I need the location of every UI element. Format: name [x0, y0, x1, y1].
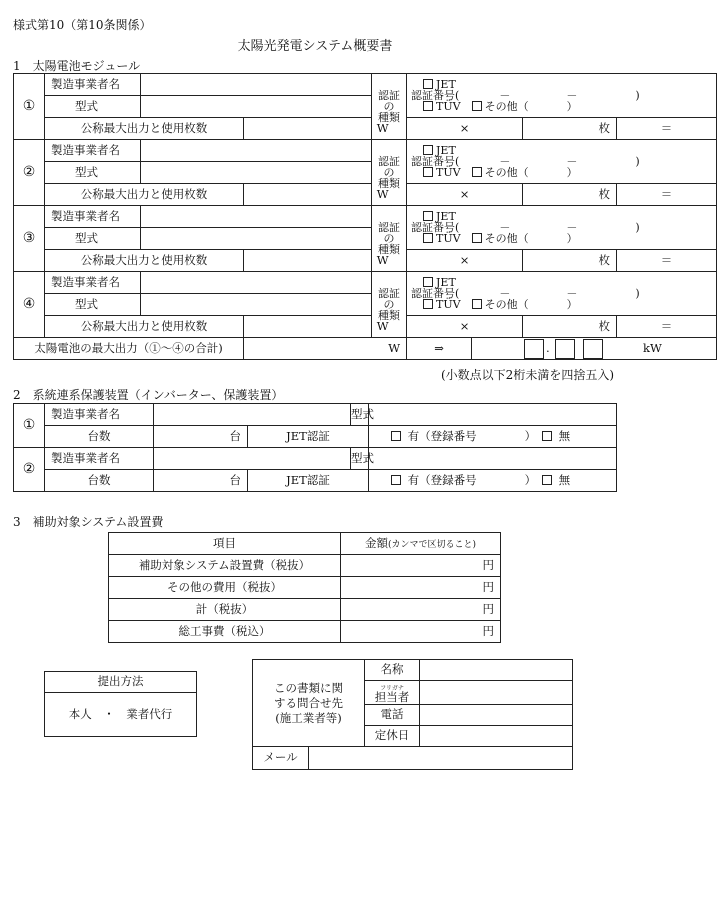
contact-holiday-field[interactable]	[420, 726, 573, 747]
jet-cert-options[interactable]: 有（登録番号 ） 無	[369, 470, 617, 492]
contact-name-label: 名称	[365, 660, 420, 681]
cert-type-options[interactable]: JET 認証番号( － － ) TÜV その他（ ）	[407, 140, 717, 184]
contact-email-label: メール	[253, 747, 309, 770]
equals-sign: ＝	[617, 250, 717, 272]
checkbox-other[interactable]	[472, 299, 482, 309]
module-maker-field[interactable]	[141, 140, 372, 162]
module-maker-field[interactable]	[141, 74, 372, 96]
cert-kind-label: 認証 の 種類	[372, 140, 407, 206]
inverter-count-field[interactable]: 台	[154, 470, 248, 492]
module-output-field[interactable]: W	[244, 118, 395, 140]
section-2-heading: 2 系統連系保護装置（インバーター、保護装置）	[13, 388, 284, 402]
arrow-sign: ⇒	[407, 338, 472, 360]
inverter-maker-label: 製造事業者名	[45, 448, 154, 470]
jet-cert-label: JET認証	[248, 470, 369, 492]
rounding-note: (小数点以下2桁未満を四捨五入)	[441, 368, 614, 382]
cost-amount-field[interactable]: 円	[341, 621, 501, 643]
module-output-label: 公称最大出力と使用枚数	[45, 184, 244, 206]
submission-box	[44, 671, 197, 737]
inverter-table	[13, 403, 617, 492]
jet-cert-label: JET認証	[248, 426, 369, 448]
col-amount-header: 金額(カンマで区切ること)	[341, 533, 501, 555]
contact-table	[252, 659, 573, 770]
cert-kind-label: 認証 の 種類	[372, 74, 407, 140]
module-model-field[interactable]	[141, 162, 372, 184]
module-row-number: ③	[14, 206, 45, 272]
checkbox-no[interactable]	[542, 431, 552, 441]
inverter-maker-label: 製造事業者名	[45, 404, 154, 426]
decimal-box-1[interactable]	[555, 339, 575, 359]
cost-item-label: 総工事費（税込）	[109, 621, 341, 643]
module-maker-label: 製造事業者名	[45, 140, 141, 162]
checkbox-tuv[interactable]	[423, 233, 433, 243]
inverter-count-label: 台数	[45, 470, 154, 492]
module-model-label: 型式	[45, 228, 141, 250]
total-w-field[interactable]: W	[244, 338, 407, 360]
contact-person-field[interactable]	[420, 681, 573, 705]
col-item-header: 項目	[109, 533, 341, 555]
contact-phone-field[interactable]	[420, 705, 573, 726]
module-sheets-field[interactable]: 枚	[523, 184, 617, 206]
inverter-model-field[interactable]	[369, 448, 617, 470]
checkbox-tuv[interactable]	[423, 299, 433, 309]
total-kw-field[interactable]: . kW	[472, 338, 717, 360]
module-table	[13, 73, 717, 360]
module-model-field[interactable]	[141, 96, 372, 118]
times-sign: ×	[407, 250, 523, 272]
module-output-field[interactable]: W	[244, 316, 395, 338]
cert-type-options[interactable]: JET 認証番号( － － ) TÜV その他（ ）	[407, 206, 717, 250]
module-output-field[interactable]: W	[244, 250, 395, 272]
page-title: 太陽光発電システム概要書	[237, 39, 393, 54]
checkbox-jet[interactable]	[423, 145, 433, 155]
cert-kind-label: 認証 の 種類	[372, 272, 407, 338]
module-maker-label: 製造事業者名	[45, 206, 141, 228]
module-sheets-field[interactable]: 枚	[523, 118, 617, 140]
checkbox-other[interactable]	[472, 101, 482, 111]
module-model-label: 型式	[45, 162, 141, 184]
cost-item-label: 補助対象システム設置費（税抜）	[109, 555, 341, 577]
equals-sign: ＝	[617, 118, 717, 140]
cost-amount-field[interactable]: 円	[341, 577, 501, 599]
module-sheets-field[interactable]: 枚	[523, 250, 617, 272]
submission-options[interactable]: 本人 ・ 業者代行	[45, 693, 197, 737]
equals-sign: ＝	[617, 316, 717, 338]
cert-type-options[interactable]: JET 認証番号( － － ) TÜV その他（ ）	[407, 272, 717, 316]
checkbox-tuv[interactable]	[423, 101, 433, 111]
module-model-label: 型式	[45, 96, 141, 118]
contact-holiday-label: 定休日	[365, 726, 420, 747]
module-row-number: ①	[14, 74, 45, 140]
module-output-label: 公称最大出力と使用枚数	[45, 250, 244, 272]
module-output-label: 公称最大出力と使用枚数	[45, 316, 244, 338]
contact-email-field[interactable]	[309, 747, 573, 770]
contact-phone-label: 電話	[365, 705, 420, 726]
submission-title: 提出方法	[45, 672, 197, 693]
cost-item-label: その他の費用（税抜）	[109, 577, 341, 599]
module-output-field[interactable]: W	[244, 184, 395, 206]
module-maker-label: 製造事業者名	[45, 74, 141, 96]
contact-name-field[interactable]	[420, 660, 573, 681]
times-sign: ×	[407, 316, 523, 338]
section-1-heading: 1 太陽電池モジュール	[13, 59, 141, 73]
inverter-count-label: 台数	[45, 426, 154, 448]
module-sheets-field[interactable]: 枚	[523, 316, 617, 338]
total-output-label: 太陽電池の最大出力（①～④の合計)	[14, 338, 244, 360]
cost-amount-field[interactable]: 円	[341, 555, 501, 577]
times-sign: ×	[407, 184, 523, 206]
digit-box[interactable]	[524, 339, 544, 359]
checkbox-no[interactable]	[542, 475, 552, 485]
module-output-label: 公称最大出力と使用枚数	[45, 118, 244, 140]
inverter-model-label: 型式	[351, 448, 369, 470]
module-row-number: ②	[14, 140, 45, 206]
equals-sign: ＝	[617, 184, 717, 206]
inverter-model-label: 型式	[351, 404, 369, 426]
checkbox-jet[interactable]	[423, 211, 433, 221]
module-model-field[interactable]	[141, 228, 372, 250]
times-sign: ×	[407, 118, 523, 140]
checkbox-yes[interactable]	[391, 431, 401, 441]
checkbox-tuv[interactable]	[423, 167, 433, 177]
module-maker-label: 製造事業者名	[45, 272, 141, 294]
module-maker-field[interactable]	[141, 272, 372, 294]
decimal-box-2[interactable]	[583, 339, 603, 359]
jet-cert-options[interactable]: 有（登録番号 ） 無	[369, 426, 617, 448]
cost-item-label: 計（税抜）	[109, 599, 341, 621]
inverter-row-number: ②	[14, 448, 45, 492]
cert-kind-label: 認証 の 種類	[372, 206, 407, 272]
checkbox-jet[interactable]	[423, 277, 433, 287]
contact-person-label: フリガナ 担当者	[365, 681, 420, 705]
checkbox-yes[interactable]	[391, 475, 401, 485]
section-3-heading: 3 補助対象システム設置費	[13, 515, 164, 529]
form-number: 様式第10（第10条関係）	[13, 18, 152, 32]
inverter-maker-field[interactable]	[154, 448, 351, 470]
module-model-label: 型式	[45, 294, 141, 316]
contact-label: この書類に関 する問合せ先 (施工業者等)	[253, 660, 365, 747]
checkbox-other[interactable]	[472, 167, 482, 177]
cert-type-options[interactable]: JET 認証番号( － － ) TÜV その他（ ）	[407, 74, 717, 118]
cost-amount-field[interactable]: 円	[341, 599, 501, 621]
module-row-number: ④	[14, 272, 45, 338]
inverter-row-number: ①	[14, 404, 45, 448]
inverter-count-field[interactable]: 台	[154, 426, 248, 448]
checkbox-other[interactable]	[472, 233, 482, 243]
cost-table	[108, 532, 501, 643]
module-model-field[interactable]	[141, 294, 372, 316]
checkbox-jet[interactable]	[423, 79, 433, 89]
inverter-model-field[interactable]	[369, 404, 617, 426]
module-maker-field[interactable]	[141, 206, 372, 228]
inverter-maker-field[interactable]	[154, 404, 351, 426]
